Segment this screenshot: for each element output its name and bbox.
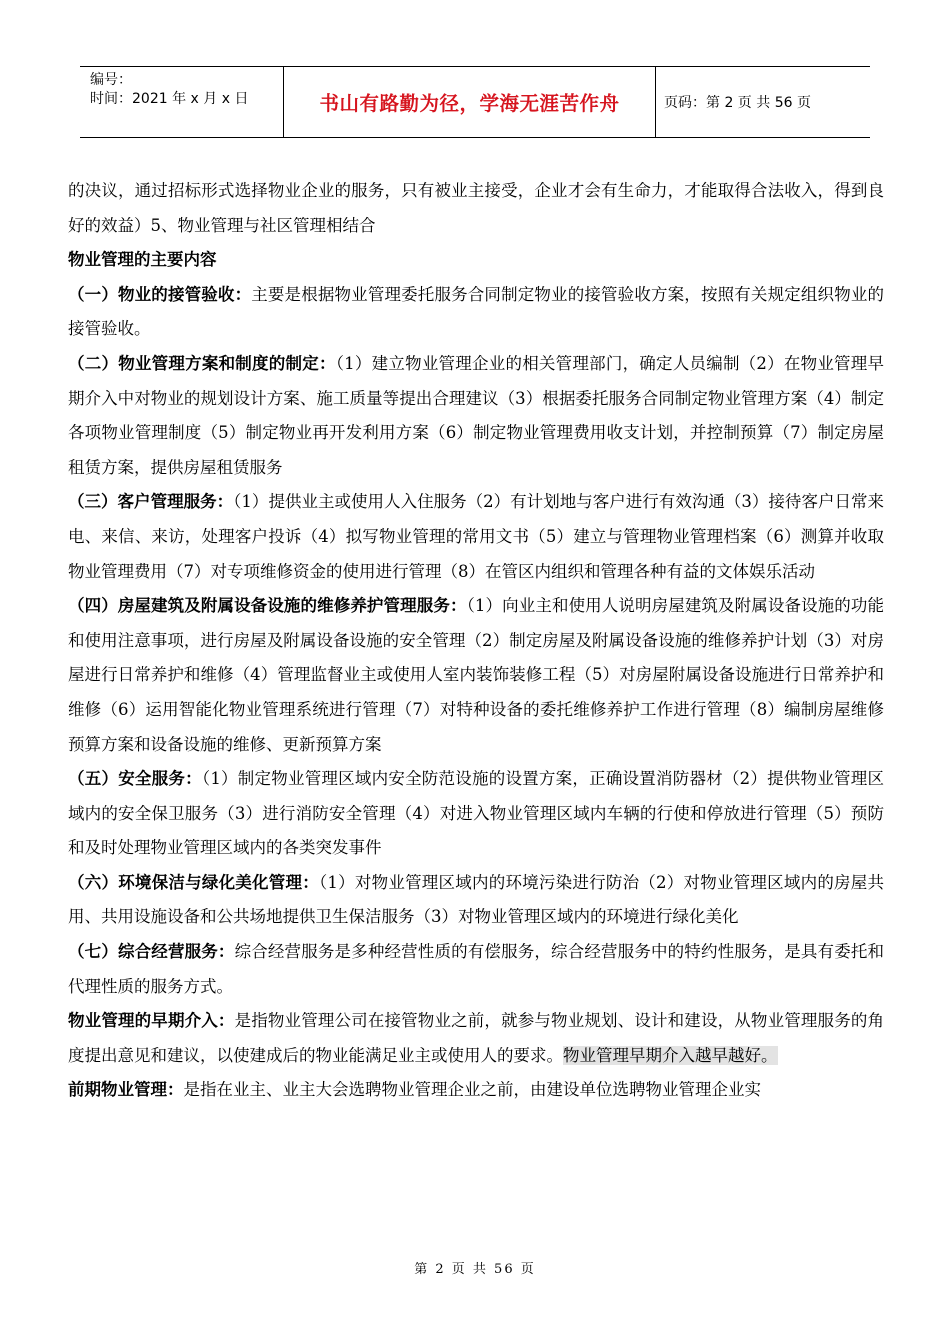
prior-heading: 前期物业管理：	[68, 1080, 184, 1100]
early-text: 是指物业管理公司在接管物业之前，就参与物业规划、设计和建设，从物业管理服务的角度提出意见和建议，以使建成后的物业能满足业主或使用人的要求。	[68, 1011, 884, 1065]
item-heading: （四）房屋建筑及附属设备设施的维修养护管理服务：	[68, 596, 467, 616]
early-heading: 物业管理的早期介入：	[68, 1011, 235, 1031]
item-paragraph	[68, 278, 884, 347]
highlighted-text: 物业管理早期介入越早越好。	[563, 1045, 778, 1065]
header-page-info: 页码：第 2 页 共 56 页	[664, 95, 811, 111]
item-text: （1）对物业管理区域内的环境污染进行防治（2）对物业管理区域内的房屋共用、共用设施设备和公共场地提供卫生保洁服务（3）对物业管理区域内的环境进行绿化美化	[68, 872, 885, 927]
prior-text: 是指在业主、业主大会选聘物业管理企业之前，由建设单位选聘物业管理企业实	[183, 1080, 761, 1100]
item-text: （1）提供业主或使用人入住服务（2）有计划地与客户进行有效沟通（3）接待客户日常来电、来信、来访，处理客户投诉（4）拟写物业管理的常用文书（5）建立与管理物业管理档案（6）测算并收取物业管理费用（7）对专项维修资金的使用进行管理（8）在管区内组织和管理各种有益的文体娱乐活动	[68, 492, 884, 581]
item-heading: （七）综合经营服务：	[68, 942, 235, 962]
item-heading: （一）物业的接管验收：	[68, 284, 252, 304]
intro-paragraph: 的决议，通过招标形式选择物业企业的服务，只有被业主接受，企业才会有生命力，才能取得合法收入，得到良好的效益）5、物业管理与社区管理相结合	[68, 181, 884, 235]
item-paragraph	[68, 485, 884, 589]
item-heading: （六）环境保洁与绿化美化管理：	[68, 872, 319, 892]
item-paragraph	[68, 589, 884, 762]
header-motto-cell	[284, 67, 656, 137]
page-footer: 第 2 页 共 56 页	[414, 1262, 536, 1277]
item-paragraph	[68, 762, 884, 866]
item-text: 主要是根据物业管理委托服务合同制定物业的接管验收方案，按照有关规定组织物业的接管验收。	[68, 284, 884, 339]
prior-management-paragraph	[68, 1073, 884, 1108]
header-table	[80, 66, 870, 138]
date-label: 时间：2021 年 x 月 x 日	[90, 91, 249, 107]
item-text: （1）制定物业管理区域内安全防范设施的设置方案，正确设置消防器材（2）提供物业管理区域内的安全保卫服务（3）进行消防安全管理（4）对进入物业管理区域内车辆的行使和停放进行管理（5）预防和及时处理物业管理区域内的各类突发事件	[68, 769, 885, 858]
serial-label: 编号：	[90, 72, 132, 88]
item-text: 综合经营服务是多种经营性质的有偿服务，综合经营服务中的特约性服务，是具有委托和代理性质的服务方式。	[68, 942, 884, 996]
item-heading: （二）物业管理方案和制度的制定：	[68, 353, 336, 373]
early-intervention-paragraph	[68, 1004, 884, 1073]
item-paragraph	[68, 866, 884, 935]
item-text: （1）向业主和使用人说明房屋建筑及附属设备设施的功能和使用注意事项，进行房屋及附属设备设施的安全管理（2）制定房屋及附属设备设施的维修养护计划（3）对房屋进行日常养护和维修（4）管理监督业主或使用人室内装饰装修工程（5）对房屋附属设备设施进行日常养护和维修（6）运用智能化物业管理系统进行管理（7）对特种设备的委托维修养护工作进行管理（8）编制房屋维修预算方案和设备设施的维修、更新预算方案	[68, 596, 885, 754]
item-paragraph	[68, 347, 884, 485]
item-heading: （五）安全服务：	[68, 769, 202, 789]
header-motto: 书山有路勤为径，学海无涯苦作舟	[319, 92, 620, 115]
item-heading: （三）客户管理服务：	[68, 492, 234, 512]
item-paragraph	[68, 935, 884, 1004]
section-title-text: 物业管理的主要内容	[68, 250, 217, 270]
item-text: （1）建立物业管理企业的相关管理部门，确定人员编制（2）在物业管理早期介入中对物业的规划设计方案、施工质量等提出合理建议（3）根据委托服务合同制定物业管理方案（4）制定各项物业管理制度（5）制定物业再开发利用方案（6）制定物业管理费用收支计划，并控制预算（7）制定房屋租赁方案，提供房屋租赁服务	[68, 353, 885, 477]
document-body	[68, 174, 884, 1108]
section-title	[68, 243, 884, 278]
header-meta	[80, 67, 284, 137]
